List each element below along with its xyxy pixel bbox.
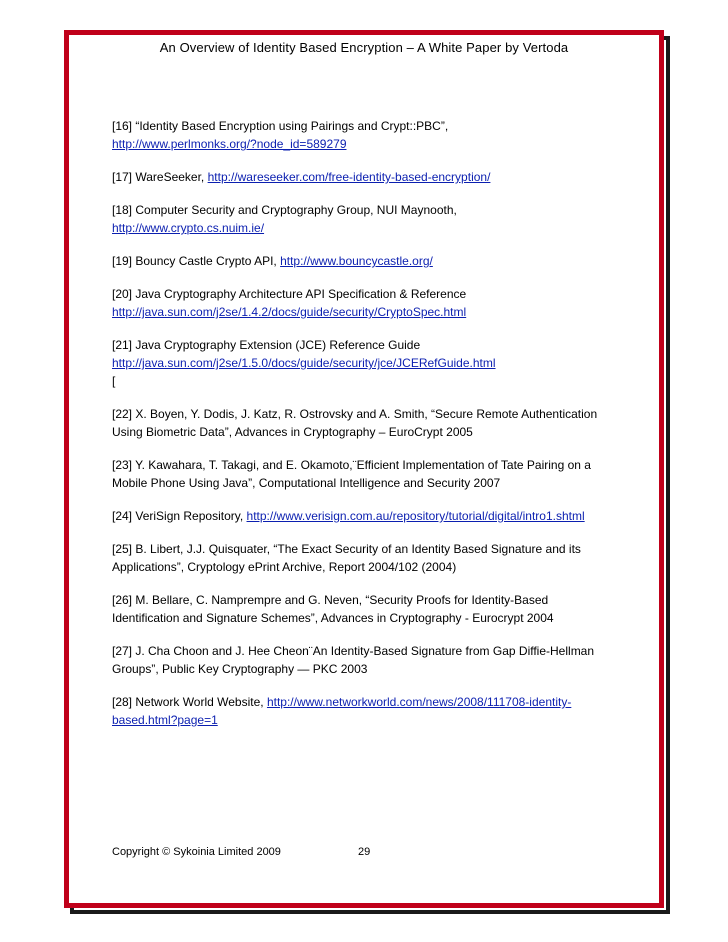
- reference-entry: [112, 405, 617, 441]
- reference-text: [16] “Identity Based Encryption using Pairings and Crypt::PBC”,: [112, 119, 449, 133]
- reference-line: [112, 135, 617, 153]
- reference-entry: [112, 201, 617, 237]
- reference-entry: [112, 591, 617, 627]
- reference-link[interactable]: http://www.verisign.com.au/repository/tutorial/digital/intro1.shtml: [246, 509, 585, 523]
- reference-line: [112, 168, 617, 186]
- reference-line: [112, 117, 617, 135]
- reference-entry: [112, 285, 617, 321]
- reference-line: [112, 558, 617, 576]
- reference-text: [23] Y. Kawahara, T. Takagi, and E. Okamoto,¨Efficient Implementation of Tate Pairing on a: [112, 458, 591, 472]
- reference-line: [112, 303, 617, 321]
- reference-line: [112, 252, 617, 270]
- page-header-title: An Overview of Identity Based Encryption – A White Paper by Vertoda: [159, 40, 569, 55]
- reference-text: [17] WareSeeker,: [112, 170, 208, 184]
- reference-text: [20] Java Cryptography Architecture API Specification & Reference: [112, 287, 467, 301]
- reference-line: [112, 609, 617, 627]
- reference-line: [112, 474, 617, 492]
- reference-line: [112, 660, 617, 678]
- reference-text: [19] Bouncy Castle Crypto API,: [112, 254, 281, 268]
- reference-text: Using Biometric Data”, Advances in Cryptography – EuroCrypt 2005: [112, 425, 473, 439]
- reference-list: [112, 117, 617, 744]
- reference-line: [112, 540, 617, 558]
- reference-line: [112, 642, 617, 660]
- reference-line: [112, 201, 617, 219]
- reference-text: [18] Computer Security and Cryptography Group, NUI Maynooth,: [112, 203, 457, 217]
- reference-entry: [112, 642, 617, 678]
- reference-text: [26] M. Bellare, C. Namprempre and G. Neven, “Security Proofs for Identity-Based: [112, 593, 549, 607]
- reference-text: [: [112, 374, 116, 388]
- reference-text: [25] B. Libert, J.J. Quisquater, “The Exact Security of an Identity Based Signature and its: [112, 542, 581, 556]
- reference-line: [112, 405, 617, 423]
- reference-line: [112, 423, 617, 441]
- reference-entry: [112, 336, 617, 390]
- reference-line: [112, 285, 617, 303]
- reference-line: [112, 693, 617, 711]
- reference-link[interactable]: http://www.crypto.cs.nuim.ie/: [112, 221, 265, 235]
- reference-text: Mobile Phone Using Java”, Computational Intelligence and Security 2007: [112, 476, 501, 490]
- reference-line: [112, 219, 617, 237]
- reference-entry: [112, 117, 617, 153]
- reference-line: [112, 507, 617, 525]
- page-number: 29: [358, 846, 371, 858]
- reference-line: [112, 591, 617, 609]
- reference-entry: [112, 540, 617, 576]
- reference-entry: [112, 693, 617, 729]
- reference-line: [112, 372, 617, 390]
- reference-link[interactable]: http://www.bouncycastle.org/: [280, 254, 433, 268]
- reference-entry: [112, 456, 617, 492]
- reference-link[interactable]: http://java.sun.com/j2se/1.4.2/docs/guide/security/CryptoSpec.html: [112, 305, 467, 319]
- reference-text: Identification and Signature Schemes”, Advances in Cryptography - Eurocrypt 2004: [112, 611, 554, 625]
- reference-entry: [112, 252, 617, 270]
- reference-text: [22] X. Boyen, Y. Dodis, J. Katz, R. Ostrovsky and A. Smith, “Secure Remote Authentication: [112, 407, 598, 421]
- reference-line: [112, 336, 617, 354]
- reference-line: [112, 456, 617, 474]
- reference-link[interactable]: http://java.sun.com/j2se/1.5.0/docs/guide/security/jce/JCERefGuide.html: [112, 356, 496, 370]
- reference-link[interactable]: http://wareseeker.com/free-identity-based-encryption/: [207, 170, 491, 184]
- reference-text: [27] J. Cha Choon and J. Hee Cheon¨An Identity-Based Signature from Gap Diffie-Hellman: [112, 644, 595, 658]
- reference-line: [112, 354, 617, 372]
- reference-entry: [112, 168, 617, 186]
- reference-link[interactable]: http://www.networkworld.com/news/2008/111708-identity-: [266, 695, 572, 709]
- reference-entry: [112, 507, 617, 525]
- reference-text: [28] Network World Website,: [112, 695, 267, 709]
- reference-link[interactable]: http://www.perlmonks.org/?node_id=589279: [112, 137, 347, 151]
- reference-text: Groups”, Public Key Cryptography — PKC 2003: [112, 662, 368, 676]
- reference-text: Applications”, Cryptology ePrint Archive, Report 2004/102 (2004): [112, 560, 457, 574]
- footer-copyright: Copyright © Sykoinia Limited 2009: [112, 846, 281, 858]
- reference-line: [112, 711, 617, 729]
- reference-text: [21] Java Cryptography Extension (JCE) Reference Guide: [112, 338, 421, 352]
- reference-link[interactable]: based.html?page=1: [112, 713, 218, 727]
- reference-text: [24] VeriSign Repository,: [112, 509, 247, 523]
